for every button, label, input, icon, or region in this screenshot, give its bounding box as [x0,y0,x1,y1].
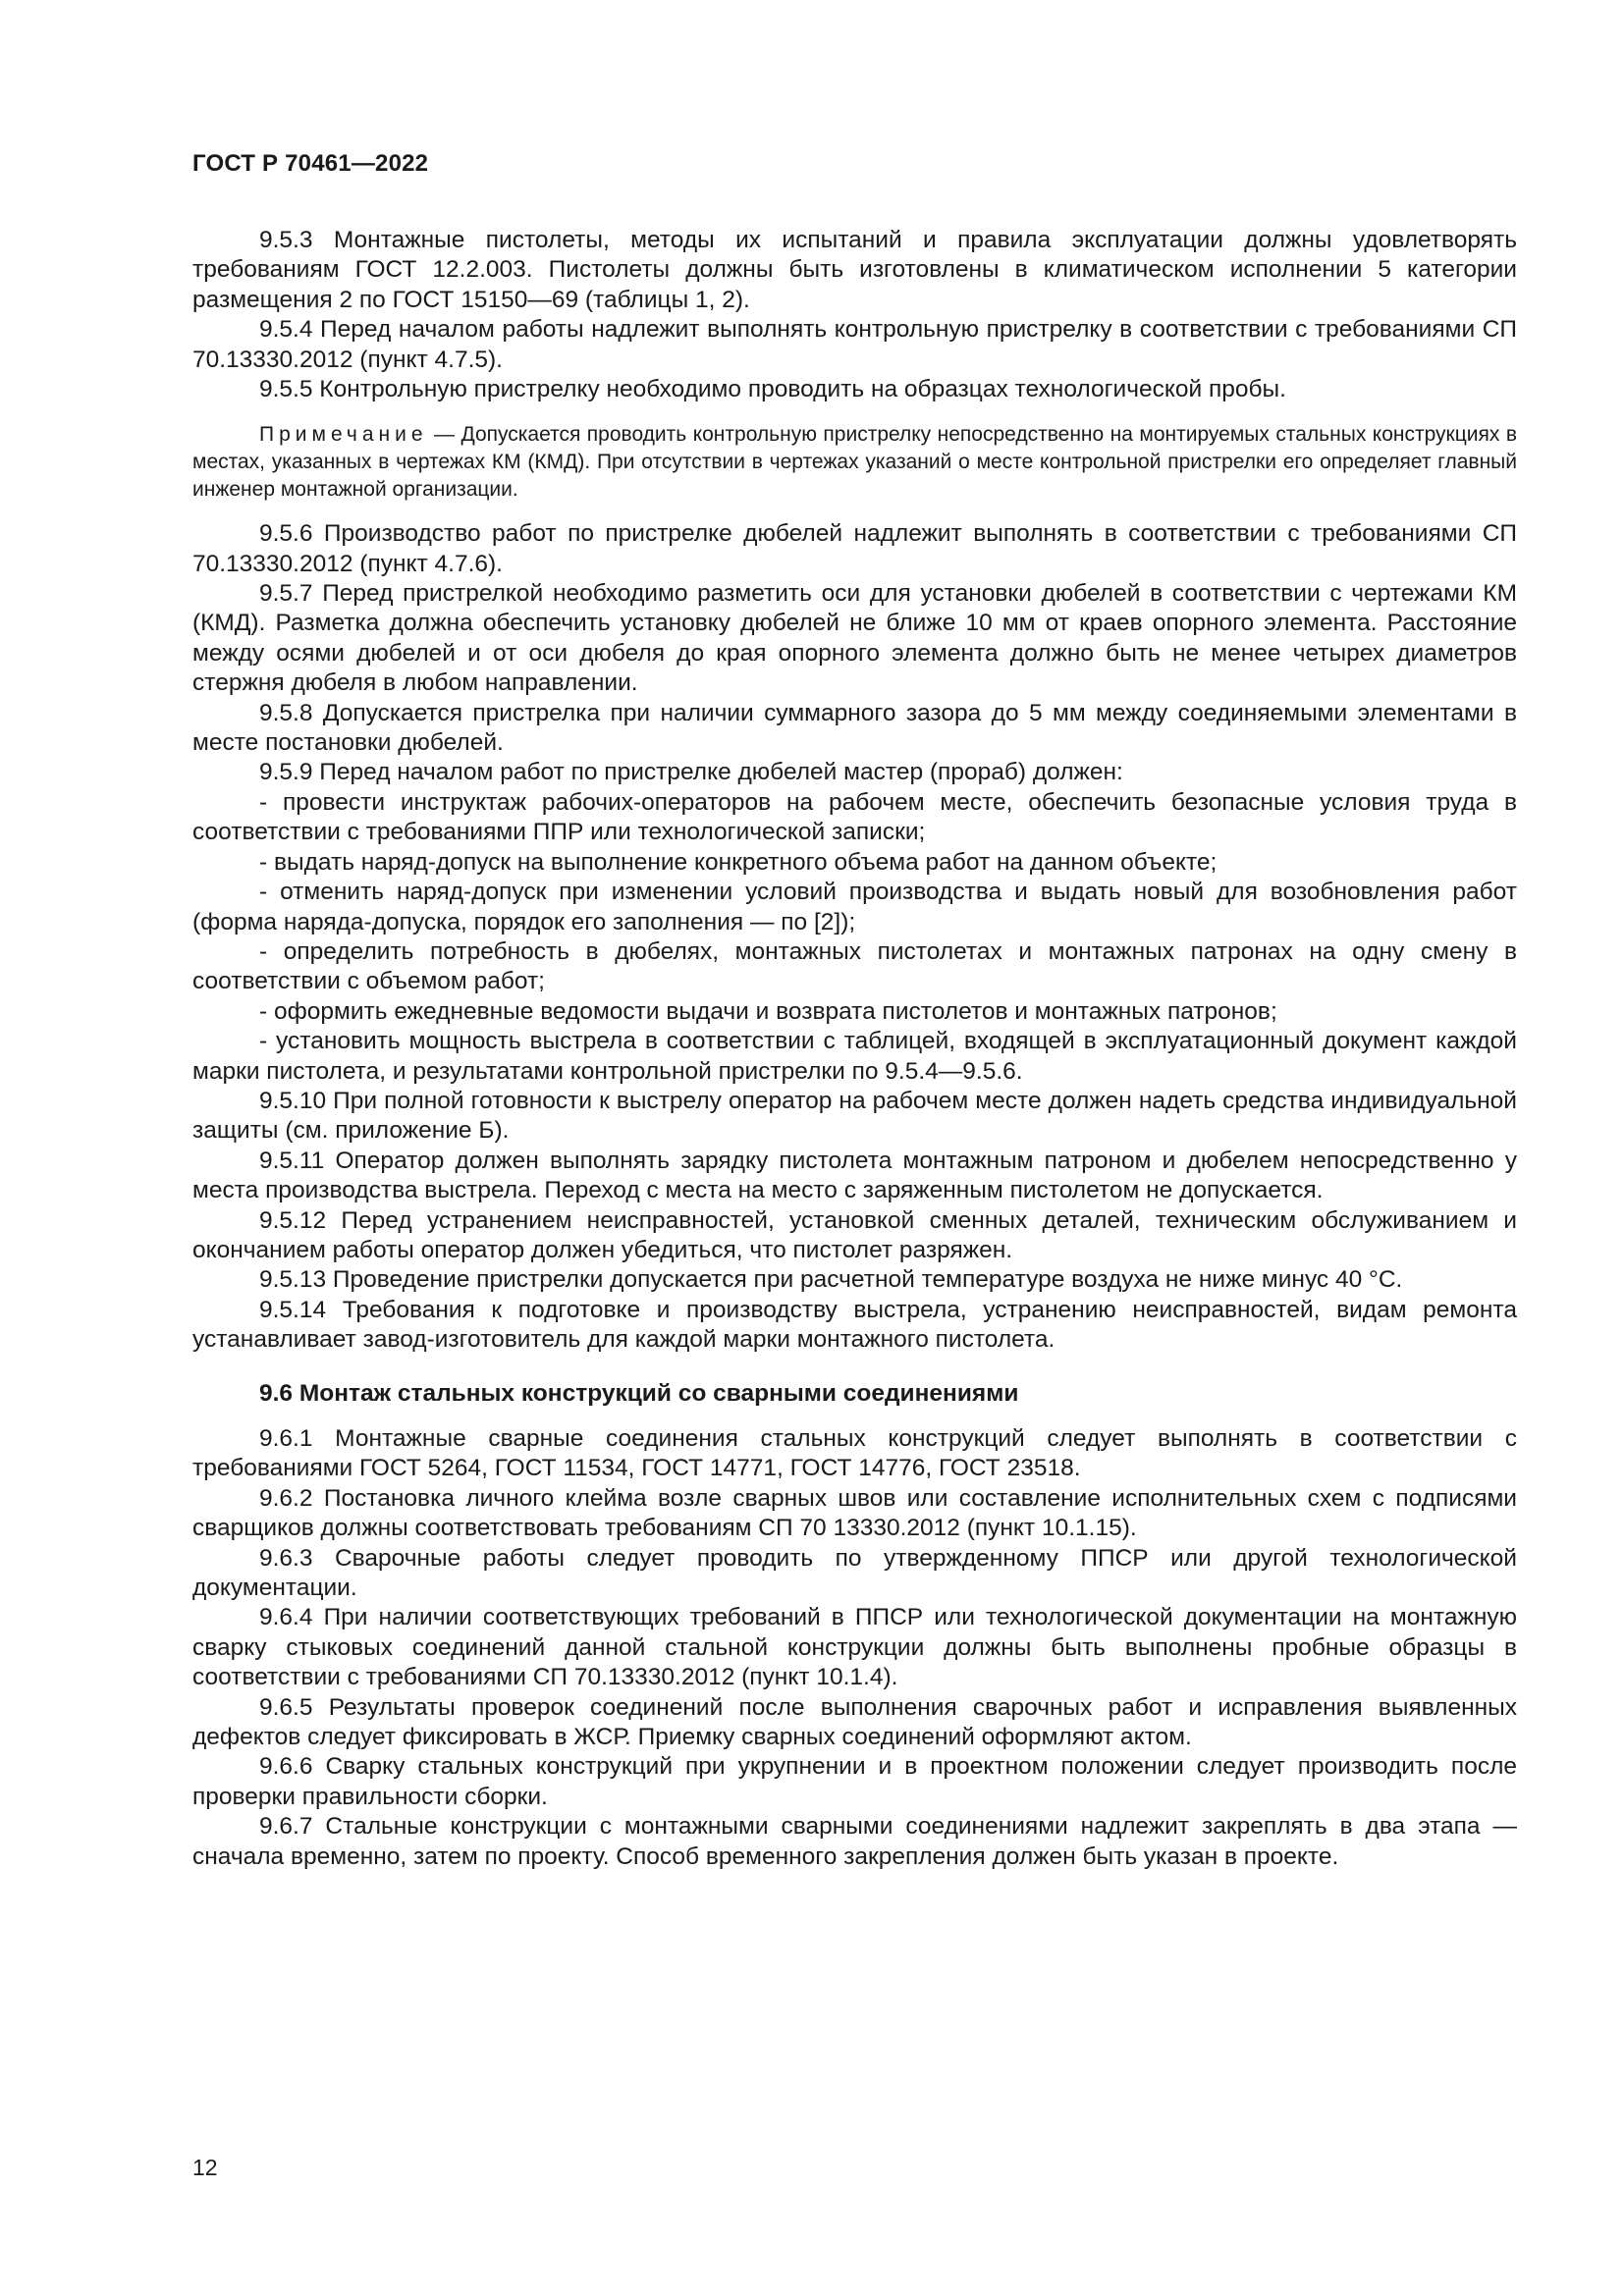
paragraph-9-6-4: 9.6.4 При наличии соответствующих требований в ППСР или технологической документации на монтажную сварку стыковых соединений данной стальной конструкции должны быть выполнены пробные образцы в соответствии с требованиями СП 70.13330.2012 (пункт 10.1.4). [192,1604,1517,1691]
paragraph-9-5-4: 9.5.4 Перед началом работы надлежит выполнять контрольную пристрелку в соответствии с требованиями СП 70.13330.2012 (пункт 4.7.5). [192,316,1517,373]
paragraph-9-6-6: 9.6.6 Сварку стальных конструкций при укрупнении и в проектном положении следует производить после проверки правильности сборки. [192,1753,1517,1810]
paragraph-9-5-8: 9.5.8 Допускается пристрелка при наличии суммарного зазора до 5 мм между соединяемыми элементами в месте постановки дюбелей. [192,699,1517,757]
list-item: - установить мощность выстрела в соответствии с таблицей, входящей в эксплуатационный документ каждой марки пистолета, и результатами контрольной пристрелки по 9.5.4—9.5.6. [192,1028,1517,1085]
paragraph-9-5-6: 9.5.6 Производство работ по пристрелке дюбелей надлежит выполнять в соответствии с требованиями СП 70.13330.2012 (пункт 4.7.6). [192,520,1517,577]
paragraph-9-5-13: 9.5.13 Проведение пристрелки допускается при расчетной температуре воздуха не ниже минус 40 °С. [259,1266,1403,1294]
document-code-header: ГОСТ Р 70461—2022 [192,150,429,177]
paragraph-9-5-10: 9.5.10 При полной готовности к выстрелу оператор на рабочем месте должен надеть средства индивидуальной защиты (см. приложение Б). [192,1087,1517,1145]
paragraph-9-5-5: 9.5.5 Контрольную пристрелку необходимо проводить на образцах технологической пробы. [259,376,1286,403]
section-title-9-6: 9.6 Монтаж стальных конструкций со сварными соединениями [259,1379,1019,1407]
paragraph-9-6-5: 9.6.5 Результаты проверок соединений после выполнения сварочных работ и исправления выявленных дефектов следует фиксировать в ЖСР. Приемку сварных соединений оформляют актом. [192,1693,1517,1751]
paragraph-9-6-2: 9.6.2 Постановка личного клейма возле сварных швов или составление исполнительных схем с подписями сварщиков должны соответствовать требованиям СП 70 13330.2012 (пункт 10.1.15). [192,1484,1517,1542]
paragraph-9-5-12: 9.5.12 Перед устранением неисправностей, установкой сменных деталей, техническим обслуживанием и окончанием работы оператор должен убедиться, что пистолет разряжен. [192,1206,1517,1263]
paragraph-9-5-14: 9.5.14 Требования к подготовке и производству выстрела, устранению неисправностей, видам ремонта устанавливает завод-изготовитель для каждой марки монтажного пистолета. [192,1296,1517,1354]
note-text: — Допускается проводить контрольную пристрелку непосредственно на монтируемых стальных конструкциях в местах, указанных в чертежах КМ (КМД). При отсутствии в чертежах указаний о месте контрольной пристрелки его определяет главный инженер монтажной организации. [192,423,1517,501]
paragraph-9-5-11: 9.5.11 Оператор должен выполнять зарядку пистолета монтажным патроном и дюбелем непосредственно у места производства выстрела. Переход с места на место с заряженным пистолетом не допускается. [192,1147,1517,1204]
paragraph-9-5-9: 9.5.9 Перед началом работ по пристрелке дюбелей мастер (прораб) должен: [259,759,1123,786]
paragraph-9-6-3: 9.6.3 Сварочные работы следует проводить по утвержденному ППСР или другой технологической документации. [192,1544,1517,1602]
note [192,421,1517,503]
list-item: - выдать наряд-допуск на выполнение конкретного объема работ на данном объекте; [259,848,1218,876]
list-item: - определить потребность в дюбелях, монтажных пистолетах и монтажных патронах на одну смену в соответствии с объемом работ; [192,937,1517,995]
paragraph-9-6-1: 9.6.1 Монтажные сварные соединения стальных конструкций следует выполнять в соответствии с требованиями ГОСТ 5264, ГОСТ 11534, ГОСТ 14771, ГОСТ 14776, ГОСТ 23518. [192,1425,1517,1482]
paragraph-9-6-7: 9.6.7 Стальные конструкции с монтажными сварными соединениями надлежит закреплять в два этапа — сначала временно, затем по проекту. Способ временного закрепления должен быть указан в проекте. [192,1813,1517,1870]
document-body [192,226,1517,1872]
paragraph-9-5-7: 9.5.7 Перед пристрелкой необходимо разметить оси для установки дюбелей в соответствии с чертежами КМ (КМД). Разметка должна обеспечить установку дюбелей не ближе 10 мм от краев опорного элемента. Расстояние между осями дюбелей и от оси дюбеля до края опорного элемента должно быть не менее четырех диаметров стержня дюбеля в любом направлении. [192,580,1517,697]
list-item: - оформить ежедневные ведомости выдачи и возврата пистолетов и монтажных патронов; [259,997,1277,1025]
paragraph-9-5-3: 9.5.3 Монтажные пистолеты, методы их испытаний и правила эксплуатации должны удовлетворять требованиям ГОСТ 12.2.003. Пистолеты должны быть изготовлены в климатическом исполнении 5 категории размещения 2 по ГОСТ 15150—69 (таблицы 1, 2). [192,227,1517,313]
note-label: Примечание [259,423,428,447]
page-number: 12 [192,2155,218,2180]
list-item: - провести инструктаж рабочих-операторов на рабочем месте, обеспечить безопасные условия труда в соответствии с требованиями ППР или технологической записки; [192,788,1517,846]
list-item: - отменить наряд-допуск при изменении условий производства и выдать новый для возобновления работ (форма наряда-допуска, порядок его заполнения — по [2]); [192,879,1517,935]
